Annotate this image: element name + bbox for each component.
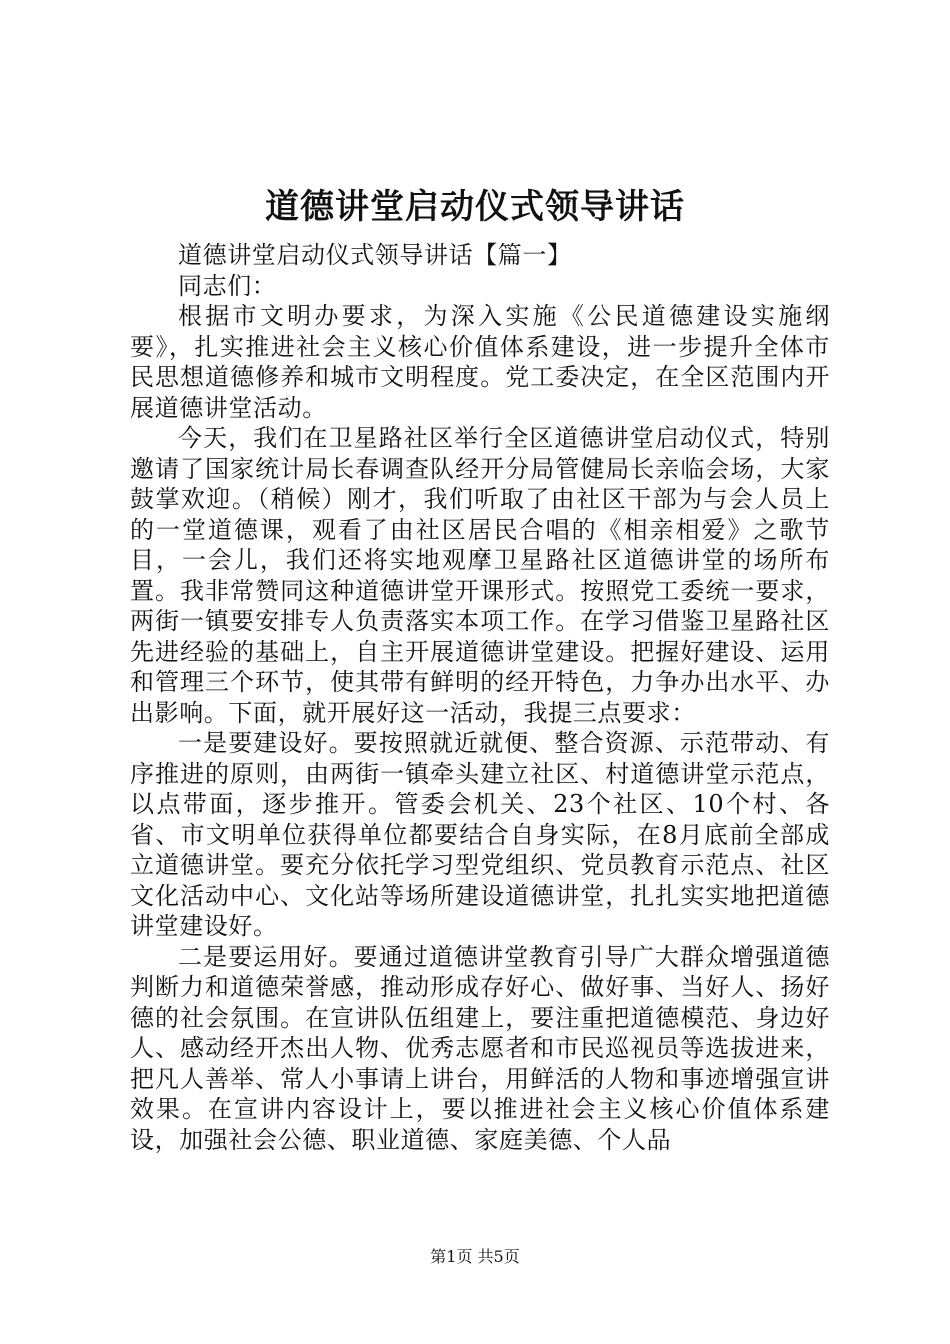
paragraph: 一是要建设好。要按照就近就便、整合资源、示范带动、有序推进的原则，由两街一镇牵头建立社区、村道德讲堂示范点，以点带面，逐步推开。管委会机关、23个社区、10个村、各省、市文明单位获得单位都要结合自身实际，在8月底前全部成立道德讲堂。要充分依托学习型党组织、党员教育示范点、社区文化活动中心、文化站等场所建设道德讲堂，扎扎实实地把道德讲堂建设好。 (130, 729, 830, 940)
greeting: 同志们： (178, 271, 277, 300)
page-number-footer: 第1页 共5页 (430, 1247, 520, 1266)
paragraph: 今天，我们在卫星路社区举行全区道德讲堂启动仪式，特别邀请了国家统计局长春调查队经开分局管健局长亲临会场，大家鼓掌欢迎。（稍候）刚才，我们听取了由社区干部为与会人员上的一堂道德课，观看了由社区居民合唱的《相亲相爱》之歌节目，一会儿，我们还将实地观摩卫星路社区道德讲堂的场所布置。我非常赞同这种道德讲堂开课形式。按照党工委统一要求，两街一镇要安排专人负责落实本项工作。在学习借鉴卫星路社区先进经验的基础上，自主开展道德讲堂建设。把握好建设、运用和管理三个环节，使其带有鲜明的经开特色，力争办出水平、办出影响。下面，就开展好这一活动，我提三点要求： (130, 424, 830, 727)
paragraph: 根据市文明办要求，为深入实施《公民道德建设实施纲要》，扎实推进社会主义核心价值体系建设，进一步提升全体市民思想道德修养和城市文明程度。党工委决定，在全区范围内开展道德讲堂活动。 (130, 302, 830, 422)
paragraph: 二是要运用好。要通过道德讲堂教育引导广大群众增强道德判断力和道德荣誉感，推动形成存好心、做好事、当好人、扬好德的社会氛围。在宣讲队伍组建上，要注重把道德模范、身边好人、感动经开杰出人物、优秀志愿者和市民巡视员等选拔进来，把凡人善举、常人小事请上讲台，用鲜活的人物和事迹增强宣讲效果。在宣讲内容设计上，要以推进社会主义核心价值体系建设，加强社会公德、职业道德、家庭美德、个人品 (130, 942, 830, 1154)
document-body (130, 240, 830, 1155)
document-title: 道德讲堂启动仪式领导讲话 (265, 187, 685, 227)
document-subtitle: 道德讲堂启动仪式领导讲话【篇一】 (178, 241, 572, 269)
